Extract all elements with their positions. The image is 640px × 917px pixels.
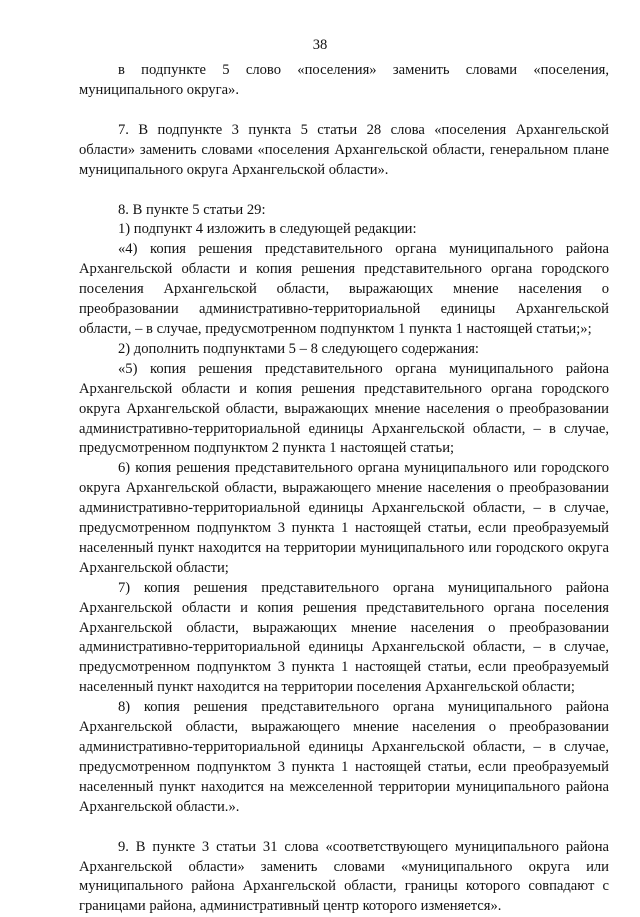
paragraph-gap (79, 818, 609, 838)
paragraph-subpoint-7-text: 7) копия решения представительного органа муниципального района Архангельской области и копия решения представительного органа поселения Архангельской области, выражающих мнение населения о преобразовании административно-территориальной единицы Архангельской области, – в случае, предусмотренном подпунктом 3 пункта 1 настоящей статьи, если преобразуемый населенный пункт находится на территории поселения Архангельской области; (79, 579, 609, 696)
page-number: 38 (312, 37, 328, 53)
paragraph-subpoint-5-text: «5) копия решения представительного органа муниципального района Архангельской области и копия решения представительного органа городского округа Архангельской области, выражающих мнение населения о преобразовании административно-территориальной единицы Архангельской области, – в случае, предусмотренном подпунктом 2 пункта 1 настоящей статьи; (79, 360, 609, 457)
paragraph-subpoint-4-text: «4) копия решения представительного органа муниципального района Архангельской области и копия решения представительного органа городского поселения Архангельской области, выражающих мнение населения о преобразовании административно-территориальной единицы Архангельской области, – в случае, предусмотренном подпунктом 1 пункта 1 настоящей статьи;»; (79, 241, 609, 337)
paragraph-subpoint-6-text: 6) копия решения представительного органа муниципального или городского округа Архангельской области, выражающего мнение населения о преобразовании административно-территориальной единицы Архангельской области, – в случае, предусмотренном подпунктом 3 пункта 1 настоящей статьи, если преобразуемый населенный пункт находится на территории муниципального или городского округа Архангельской области; (79, 460, 609, 576)
paragraph-item-8-sub-1: 1) подпункт 4 изложить в следующей редакции: (118, 221, 417, 238)
paragraph-subpoint-5-replacement: в подпункте 5 слово «поселения» заменить словами «поселения, муниципального округа». (79, 62, 609, 98)
paragraph-gap (79, 181, 609, 201)
paragraph-item-8: 8. В пункте 5 статьи 29: (118, 201, 266, 218)
paragraph-gap (79, 101, 609, 121)
paragraph-item-8-sub-2: 2) дополнить подпунктами 5 – 8 следующего содержания: (118, 340, 479, 357)
document-body (79, 61, 609, 917)
paragraph-item-7: 7. В подпункте 3 пункта 5 статьи 28 слова «поселения Архангельской области» заменить словами «поселения Архангельской области, генеральном плане муниципального округа Архангельской области». (79, 121, 609, 178)
paragraph-subpoint-8-text: 8) копия решения представительного органа муниципального района Архангельской области, выражающего мнение населения о преобразовании административно-территориальной единицы Архангельской области, – в случае, предусмотренном подпунктом 3 пункта 1 настоящей статьи, если преобразуемый населенный пункт находится на межселенной территории муниципального района Архангельской области.». (79, 699, 609, 815)
paragraph-item-9: 9. В пункте 3 статьи 31 слова «соответствующего муниципального района Архангельской области» заменить словами «муниципального округа или муниципального района Архангельской области, границы которого совпадают с границами района, административный центр которого изменяется». (79, 838, 609, 915)
